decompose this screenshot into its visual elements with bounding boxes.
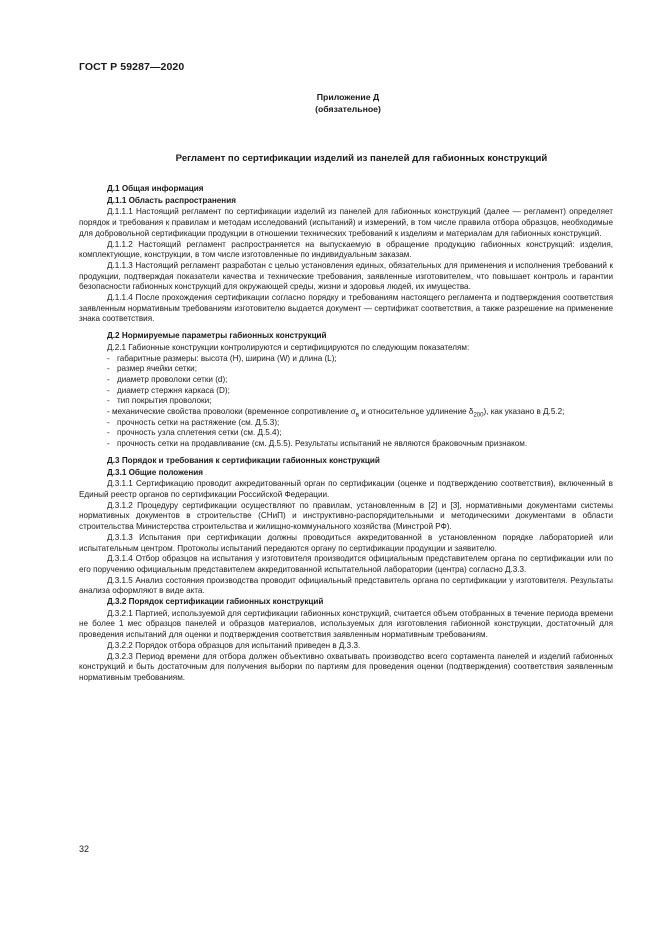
- list-item: - прочность сетки на растяжение (см. Д.5.3);: [107, 417, 280, 427]
- paragraph-d111: Д.1.1.1 Настоящий регламент по сертификации изделий из панелей для габионных конструкций (далее — регламент) определяет порядок и требования к правилам и методам исследований (испытаний) и измерений, в том числе правила отбора образцов, необходимые для добровольной сертификации продукции в отношении технических требований к изделиям и материалам для габионных конструкций.: [79, 207, 613, 238]
- paragraph-d113: Д.1.1.3 Настоящий регламент разработан с целью установления единых, обязательных для применения и исполнения требований к продукции, подтверждая показатели качества и технические требования, заявленные изготовителем, что повышает контроль и гарантии безопасности габионных конструкций для окружающей среды, жизни и здоровья людей, их имущества.: [79, 260, 613, 292]
- appendix-heading: [280, 91, 416, 115]
- section-d1-title: Д.1 Общая информация: [107, 184, 204, 193]
- paragraph-d315: Д.3.1.5 Анализ состояния производства проводит официальный представитель органа по сертификации у изготовителя. Результаты анализа оформляют в виде акта.: [79, 575, 613, 596]
- paragraph-d112: Д.1.1.2 Настоящий регламент распространяется на выпускаемую в обращение продукцию габионных конструкций: изделия, комплектующие, конструкции, в том числе изготовленные по индивидуальным заказам.: [79, 239, 613, 260]
- list-item: - прочность сетки на продавливание (см. Д.5.5). Результаты испытаний не являются браковочным признаком.: [107, 439, 528, 449]
- page-number: 32: [79, 844, 90, 854]
- section-d2-title: Д.2 Нормируемые параметры габионных конструкций: [107, 331, 327, 341]
- list-item: - диаметр проволоки сетки (d);: [107, 374, 228, 384]
- list-item: - диаметр стержня каркаса (D);: [107, 385, 230, 395]
- paragraph-d321: Д.3.2.1 Партией, используемой для сертификации габионных конструкций, считается объем отобранных в течение периода времени не более 1 мес образцов панелей и образцов материалов, используемых для изготовления габионной конструкции, достаточный для проведения испытаний для оценки и подтверждения соответствия заявленным нормативным требованиям.: [79, 608, 613, 640]
- list-item: - прочность узла сплетения сетки (см. Д.5.4);: [107, 428, 282, 438]
- section-d3-title: Д.3 Порядок и требования к сертификации габионных конструкций: [107, 455, 380, 465]
- paragraph-d21: Д.2.1 Габионные конструкции контролируются и сертифицируются по следующим показателям:: [107, 342, 470, 352]
- appendix-title: Приложение Д: [316, 92, 380, 102]
- list-item: - тип покрытия проволоки;: [107, 396, 212, 406]
- list-item: - габаритные размеры: высота (H), ширина (W) и длина (L);: [107, 353, 337, 363]
- paragraph-d322: Д.3.2.2 Порядок отбора образцов для испытаний приведен в Д.3.3.: [107, 640, 361, 650]
- paragraph-d311: Д.3.1.1 Сертификацию проводит аккредитованный орган по сертификации (оценке и подтверждению соответствия), включенный в Единый реестр органов по сертификации Российской Федерации.: [79, 479, 613, 499]
- paragraph-d114: Д.1.1.4 После прохождения сертификации согласно порядку и требованиям настоящего регламента и подтверждения соответствия заявленным нормативным требованиям изготовителю выдается документ — сертификат соответствия, а также разрешение на применение знака соответствия.: [79, 293, 613, 324]
- document-body: [79, 184, 613, 684]
- section-d11-title: Д.1.1 Область распространения: [107, 195, 236, 205]
- list-item-mechanical: - механические свойства проволоки (временное сопротивление $\sigma_в$ и относительное удлинение $\delta_{200}$), как указано в Д.5.2;: [107, 407, 565, 419]
- paragraph-d312: Д.3.1.2 Процедуру сертификации осуществляют по правилам, установленным в [2] и [3], нормативными документами системы нормативных документов в строительстве (СНиП) и инструктивно-распорядительными и методическими документами в области строительства Министерства строительства и жилищно-коммунального хозяйства (Минстрой РФ).: [79, 500, 613, 532]
- document-title: Регламент по сертификации изделий из панелей для габионных конструкций: [175, 153, 548, 164]
- paragraph-d314: Д.3.1.4 Отбор образцов на испытания у изготовителя производится официальным представителем органа по сертификации или по его поручению официальным представителем аккредитованной испытательной лаборатории (центра) согласно Д.3.3.: [79, 554, 613, 574]
- section-d32-title: Д.3.2 Порядок сертификации габионных конструкций: [107, 597, 324, 607]
- list-item: - размер ячейки сетки;: [107, 364, 197, 374]
- appendix-note: (обязательное): [315, 104, 381, 114]
- paragraph-d323: Д.3.2.3 Период времени для отбора должен объективно охватывать производство всего сортамента панелей и изделий габионных конструкций и быть достаточным для получения выборки по партиям для проведения оценки (подтверждения) соответствия заявленным нормативным требованиям.: [79, 651, 613, 682]
- standard-code: ГОСТ Р 59287—2020: [79, 61, 185, 73]
- paragraph-d313: Д.3.1.3 Испытания при сертификации должны проводиться аккредитованной в установленном порядке лабораторией или испытательным центром. Протоколы испытаний передаются органу по сертификации продукции и заявителю.: [79, 532, 613, 553]
- section-d31-title: Д.3.1 Общие положения: [107, 467, 203, 477]
